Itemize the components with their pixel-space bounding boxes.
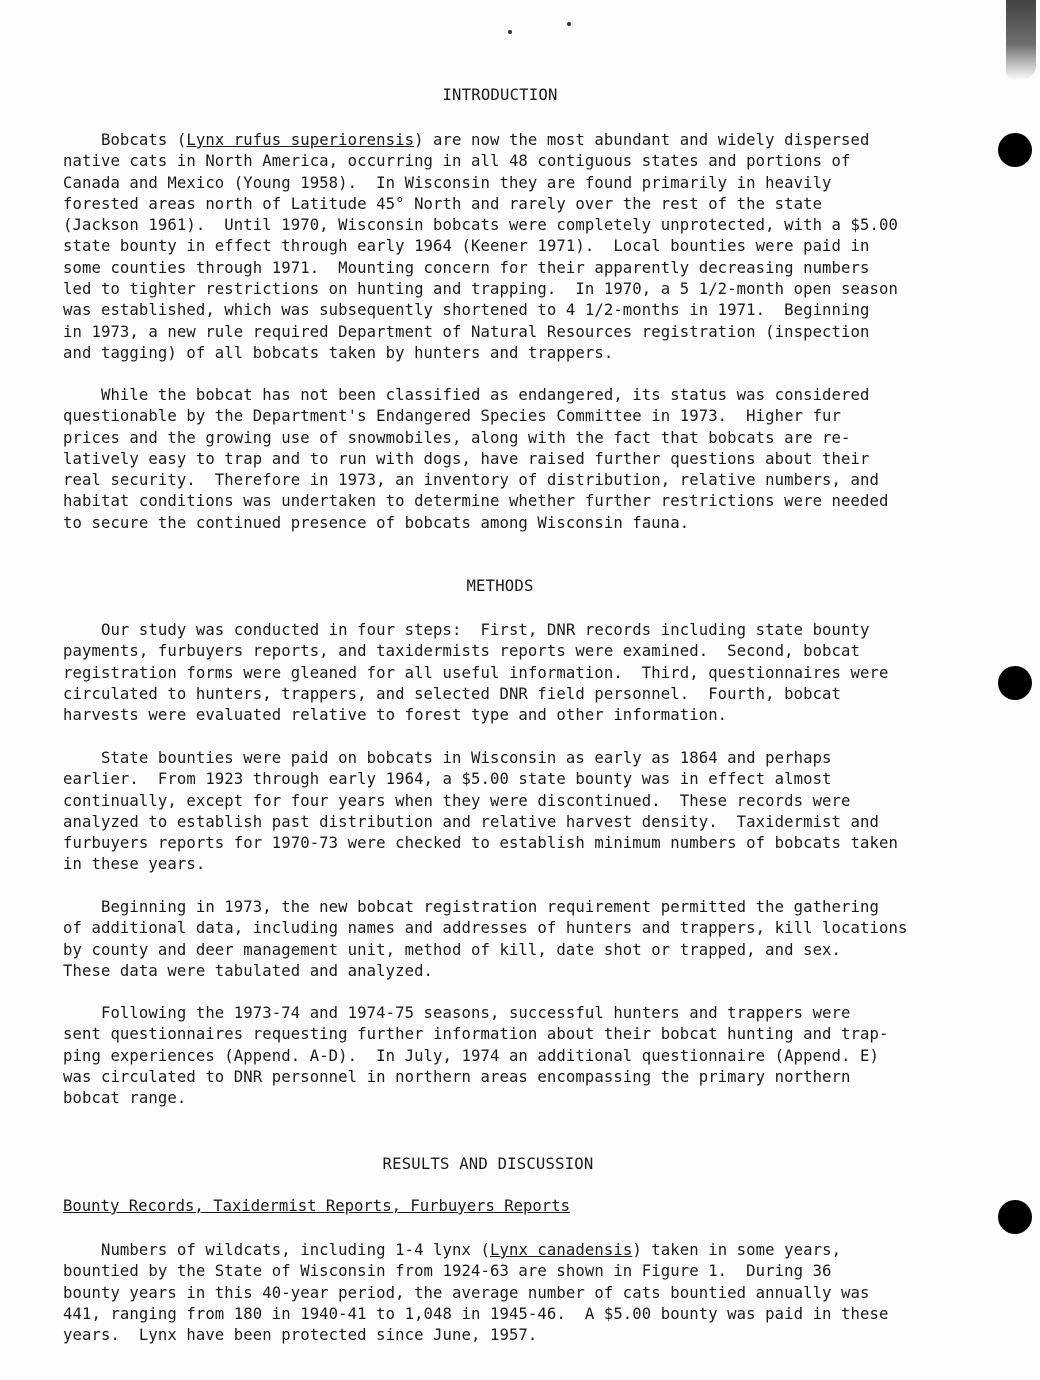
methods-heading: METHODS	[466, 577, 534, 595]
methods-paragraph-2: State bounties were paid on bobcats in Wisconsin as early as 1864 and perhaps earlier. From 1923 through early 1964, a $5.00 state bounty was in effect almost continually, except for four years when they were discontinued. These records were analyzed to establish past distribution and relative harvest density. Taxidermist and furbuyers reports for 1970-73 were checked to establish minimum numbers of bobcats taken in these years.	[63, 749, 898, 874]
introduction-heading: INTRODUCTION	[442, 86, 558, 104]
species-name: Lynx rufus superiorensis	[186, 131, 415, 149]
methods-paragraph-4: Following the 1973-74 and 1974-75 seasons, successful hunters and trappers were sent questionnaires requesting further information about their bobcat hunting and trap- ping experiences (Append. A-D). In July, 1974 an additional questionnaire (Append. E) was circulated to DNR personnel in northern areas encompassing the primary northern bobcat range.	[63, 1004, 889, 1108]
results-paragraph-1: Numbers of wildcats, including 1-4 lynx (Lynx canadensis) taken in some years, bountied by the State of Wisconsin from 1924-63 are shown in Figure 1. During 36 bounty years in this 40-year period, the average number of cats bountied annually was 441, ranging from 180 in 1940-41 to 1,048 in 1945-46. A $5.00 bounty was paid in these years. Lynx have been protected since June, 1957.	[63, 1241, 889, 1345]
methods-paragraph-1: Our study was conducted in four steps: First, DNR records including state bounty payments, furbuyers reports, and taxidermists reports were examined. Second, bobcat registration forms were gleaned for all useful information. Third, questionnaires were circulated to hunters, trappers, and selected DNR field personnel. Fourth, bobcat harvests were evaluated relative to forest type and other information.	[63, 621, 889, 725]
intro-paragraph-1: Bobcats (Lynx rufus superiorensis) are now the most abundant and widely dispersed native cats in North America, occurring in all 48 contiguous states and portions of Canada and Mexico (Young 1958). In Wisconsin they are found primarily in heavily forested areas north of Latitude 45° North and rarely over the rest of the state (Jackson 1961). Until 1970, Wisconsin bobcats were completely unprotected, with a $5.00 state bounty in effect through early 1964 (Keener 1971). Local bounties were paid in some counties through 1971. Mounting concern for their apparently decreasing numbers led to tighter restrictions on hunting and trapping. In 1970, a 5 1/2-month open season was established, which was subsequently shortened to 4 1/2-months in 1971. Beginning in 1973, a new rule required Department of Natural Resources registration (inspection and tagging) of all bobcats taken by hunters and trappers.	[63, 131, 898, 362]
results-heading: RESULTS AND DISCUSSION	[382, 1155, 594, 1173]
results-subheading: Bounty Records, Taxidermist Reports, Furbuyers Reports	[63, 1197, 570, 1215]
methods-paragraph-3: Beginning in 1973, the new bobcat registration requirement permitted the gathering of additional data, including names and addresses of hunters and trappers, kill locations by county and deer management unit, method of kill, date shot or trapped, and sex. These data were tabulated and analyzed.	[63, 898, 908, 980]
punch-hole	[998, 1200, 1032, 1234]
scan-speck	[567, 22, 571, 26]
scan-speck	[508, 30, 512, 34]
scan-edge-mark	[1006, 0, 1036, 80]
species-name: Lynx canadensis	[489, 1241, 633, 1259]
intro-paragraph-2: While the bobcat has not been classified as endangered, its status was considered questionable by the Department's Endangered Species Committee in 1973. Higher fur prices and the growing use of snowmobiles, along with the fact that bobcats are re- latively easy to trap and to run with dogs, have raised further questions about their real security. Therefore in 1973, an inventory of distribution, relative numbers, and habitat conditions was undertaken to determine whether further restrictions were needed to secure the continued presence of bobcats among Wisconsin fauna.	[63, 386, 889, 532]
